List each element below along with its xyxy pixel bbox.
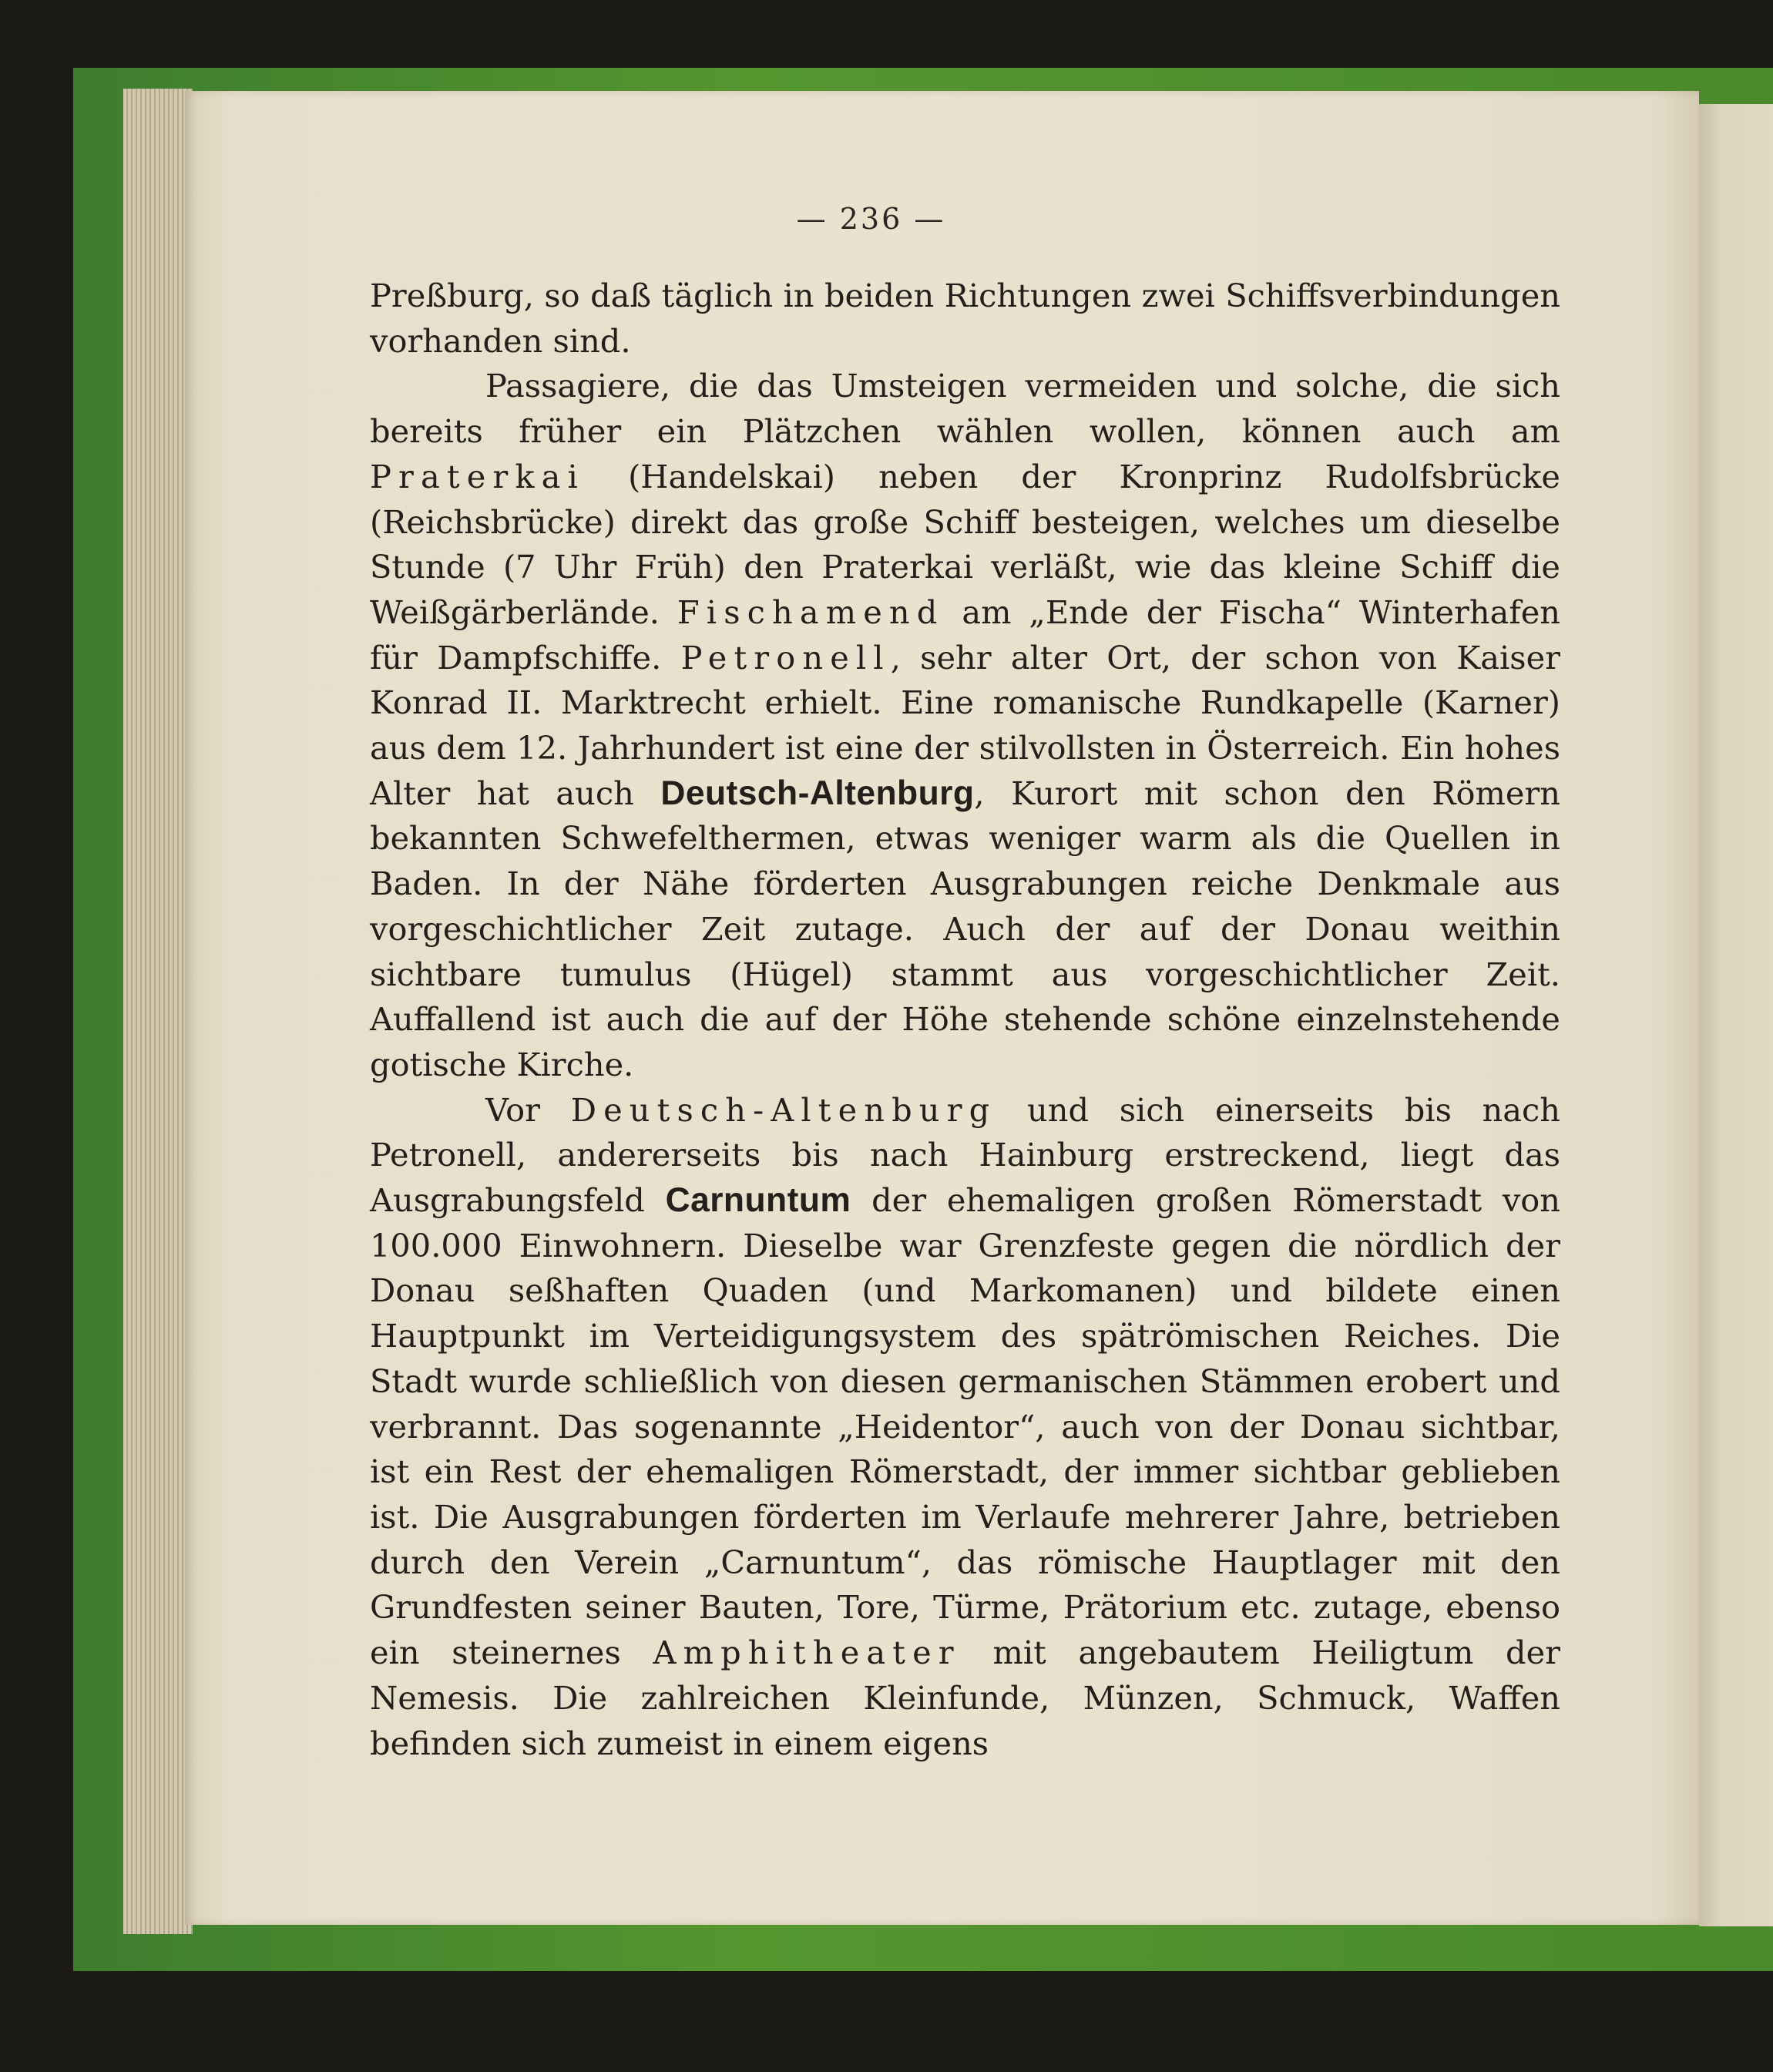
place-name-spaced: Deutsch-Altenburg xyxy=(570,1090,997,1129)
page-edges xyxy=(123,89,193,1934)
text-segment: Vor xyxy=(485,1090,571,1129)
text-segment: mit angebautem Heiligtum der Nemesis. Die zahlreichen Kleinfunde, Münzen, Schmuck, Waffen befinden sich zumeist in einem eigens xyxy=(370,1634,1560,1762)
text-segment: , sehr alter Ort, der schon von Kaiser Konrad II. Marktrecht erhielt. Eine romanische Rundkapelle (Karner) aus dem 12. Jahrhundert ist eine der stilvollsten in Österreich. Ein hohes Alter hat auch xyxy=(370,638,1560,812)
next-page-edge xyxy=(1699,104,1773,1926)
text-segment: Preßburg, so daß täglich in beiden Richtungen zwei Schiffsverbindungen vorhanden sind. xyxy=(370,277,1560,360)
text-segment: am „Ende der Fischa“ Winterhafen für Dampfschiffe. xyxy=(370,593,1560,677)
text-segment: und sich einerseits bis nach Petronell, andererseits bis nach Hainburg erstreckend, liegt das Ausgrabungsfeld xyxy=(370,1090,1560,1220)
place-name-bold: Carnuntum xyxy=(665,1181,851,1220)
paragraph xyxy=(370,364,1560,1087)
body-text xyxy=(370,274,1560,1766)
text-segment: der ehemaligen großen Römerstadt von 100.000 Einwohnern. Dieselbe war Grenzfeste gegen die nördlich der Donau seßhaften Quaden (und Markomanen) und bildete einen Hauptpunkt im Verteidigungsystem des spätrömischen Reiches. Die Stadt wurde schließlich von diesen germanischen Stämmen erobert und verbrannt. Das sogenannte „Heidentor“, auch von der Donau sichtbar, ist ein Rest der ehemaligen Römerstadt, der immer sichtbar geblieben ist. Die Ausgrabungen förderten im Verlaufe mehrerer Jahre, betrieben durch den Verein „Carnuntum“, das römische Hauptlager mit den Grundfesten seiner Bauten, Tore, Türme, Prätorium etc. zutage, ebenso ein steinernes xyxy=(370,1181,1560,1672)
paragraph xyxy=(370,1088,1560,1767)
text-segment: (Handelskai) neben der Kronprinz Rudolfsbrücke (Reichsbrücke) direkt das große Schiff besteigen, welches um dieselbe Stunde (7 Uhr Früh) den Praterkai verläßt, wie das kleine Schiff die Weißgärberlände. xyxy=(370,457,1560,631)
term-spaced: Amphitheater xyxy=(653,1634,961,1672)
place-name-bold: Deutsch-Altenburg xyxy=(660,774,975,812)
place-name-spaced: Praterkai xyxy=(370,457,585,495)
paragraph xyxy=(370,274,1560,364)
text-segment: , Kurort mit schon den Römern bekannten Schwefelthermen, etwas weniger warm als die Quellen in Baden. In der Nähe förderten Ausgrabungen reiche Denkmale aus vorgeschichtlicher Zeit zutage. Auch der auf der Donau weithin sichtbare tumulus (Hügel) stammt aus vorgeschichtlicher Zeit. Auffallend ist auch die auf der Höhe stehende schöne einzelnstehende gotische Kirche. xyxy=(370,774,1560,1083)
text-segment: Passagiere, die das Umsteigen vermeiden und solche, die sich bereits früher ein Plätzchen wählen wollen, können auch am xyxy=(370,367,1560,451)
place-name-spaced: Petronell xyxy=(680,638,891,677)
page-number: — 236 — xyxy=(796,202,946,236)
place-name-spaced: Fischamend xyxy=(677,593,945,631)
